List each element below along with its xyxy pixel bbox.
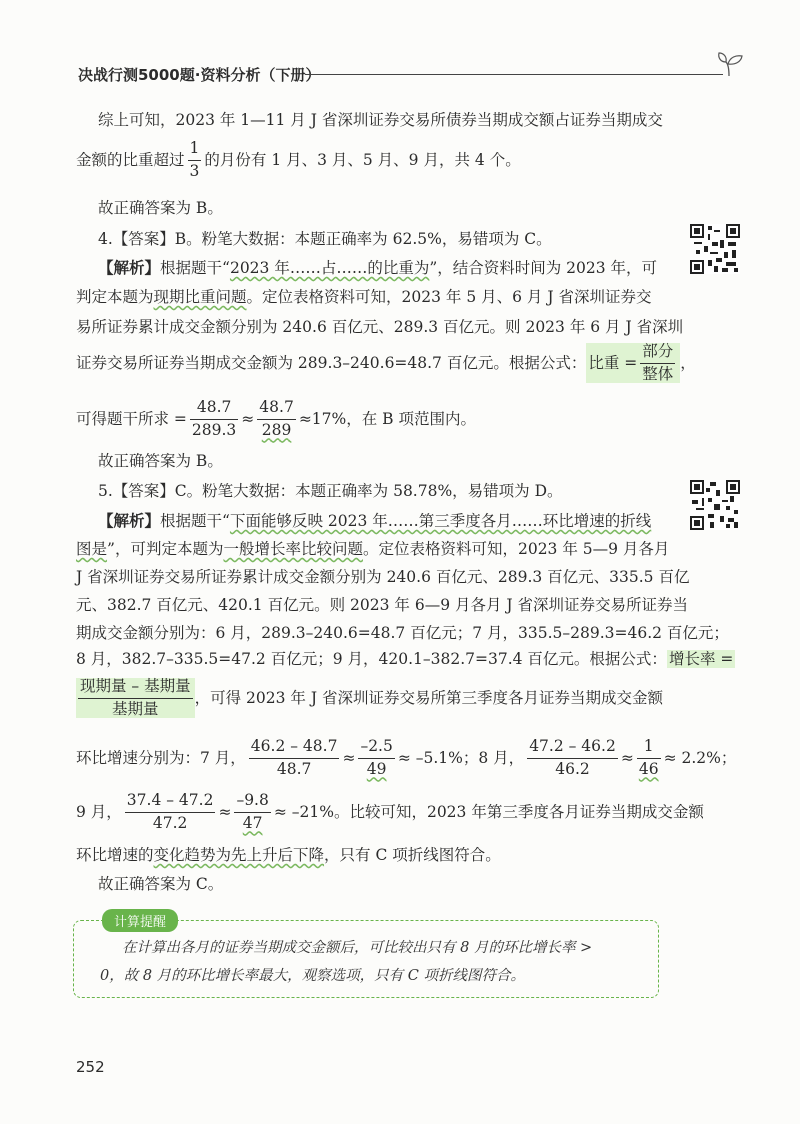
fraction <box>257 399 296 440</box>
text-line <box>76 285 651 309</box>
fraction-numerator: –2.5 <box>358 738 394 759</box>
approx-sign: ≈ <box>218 803 232 821</box>
text-span: 证券交易所证券当期成交金额为 289.3–240.6=48.7 百亿元。根据公式： <box>76 354 587 372</box>
text-span: 9 月， <box>76 803 122 821</box>
fraction <box>125 792 216 833</box>
fraction-numerator: 47.2 – 46.2 <box>527 738 618 759</box>
analysis-label: 【解析】 <box>98 258 161 277</box>
text-span: 可得题干所求 = <box>76 410 187 428</box>
fraction <box>640 343 675 384</box>
text-line <box>76 647 735 671</box>
qr-code-icon[interactable] <box>690 480 740 530</box>
text-span: 金额的比重超过 <box>76 151 185 169</box>
text-line: 易所证券累计成交金额分别为 240.6 百亿元、289.3 百亿元。则 2023 年 6 月 J 省深圳 <box>76 318 684 336</box>
text-line <box>98 256 657 280</box>
keyword-underlined: 下面能够反映 2023 年……第三季度各月……环比增速的折线 <box>229 512 652 530</box>
text-span: 根据题干“ <box>160 259 230 277</box>
keyword-underlined: 2023 年……占……的比重为 <box>229 259 430 277</box>
text-line <box>76 140 521 180</box>
fraction-denominator: 48.7 <box>276 759 312 778</box>
text-line <box>98 509 651 533</box>
text-span: 的月份有 1 月、3 月、5 月、9 月，共 4 个。 <box>204 151 521 169</box>
text-span: ，可得 2023 年 J 省深圳证券交易所第三季度各月证券当期成交金额 <box>194 689 663 707</box>
fraction <box>190 399 238 440</box>
text-line <box>76 537 669 561</box>
keyword-underlined: 变化趋势为先上升后下降 <box>153 846 325 864</box>
fraction-numerator: 1 <box>188 140 202 161</box>
sprout-icon <box>716 50 746 78</box>
answer-line: 故正确答案为 B。 <box>98 199 223 217</box>
keyword-underlined: 现期比重问题 <box>153 288 247 306</box>
fraction-denominator: 49 <box>366 759 387 778</box>
text-line: 期成交金额分别为：6 月，289.3–240.6=48.7 百亿元；7 月，335.5–289.3=46.2 百亿元； <box>76 624 729 642</box>
text-span: ，只有 C 项折线图符合。 <box>324 846 501 864</box>
approx-sign: ≈ <box>620 749 634 767</box>
keyword-underlined: 一般增长率比较问题 <box>223 540 363 558</box>
formula-highlight: 增长率 = <box>668 650 734 668</box>
formula-highlight <box>76 678 195 719</box>
analysis-label: 【解析】 <box>98 511 161 530</box>
fraction-numerator: –9.8 <box>234 792 270 813</box>
text-span: ≈ –5.1%；8 月， <box>397 749 525 767</box>
fraction <box>358 738 394 779</box>
formula-highlight <box>586 343 680 384</box>
approx-sign: ≈ <box>241 410 255 428</box>
text-span: 环比增速的 <box>76 846 154 864</box>
fraction <box>249 738 340 779</box>
header-rule <box>305 74 723 75</box>
calculation-tip-label: 计算提醒 <box>102 909 178 932</box>
text-line <box>76 843 501 867</box>
fraction-denominator: 47.2 <box>152 813 188 832</box>
fraction-numerator: 37.4 – 47.2 <box>125 792 216 813</box>
fraction-denominator: 46 <box>638 759 659 778</box>
fraction-denominator: 基期量 <box>112 699 159 718</box>
fraction-denominator: 46.2 <box>555 759 590 778</box>
fraction-numerator: 部分 <box>640 343 675 364</box>
fraction <box>637 738 661 779</box>
tip-text-line: 0，故 8 月的环比增长率最大，观察选项，只有 C 项折线图符合。 <box>100 968 525 984</box>
text-span: 环比增速分别为：7 月， <box>76 749 246 767</box>
fraction <box>234 792 270 833</box>
q4-answer-heading: 4.【答案】B。粉笔大数据：本题正确率为 62.5%，易错项为 C。 <box>98 230 552 248</box>
fraction <box>527 738 618 779</box>
qr-code-icon[interactable] <box>690 224 740 274</box>
fraction-denominator: 289 <box>261 420 292 439</box>
text-span: ≈17%，在 B 项范围内。 <box>298 410 476 428</box>
fraction-denominator: 289.3 <box>191 420 237 439</box>
fraction-denominator: 3 <box>189 161 200 180</box>
text-line <box>76 396 476 442</box>
text-span: 。定位表格资料可知，2023 年 5 月、6 月 J 省深圳证券交 <box>246 288 652 306</box>
fraction-numerator: 现期量 – 基期量 <box>78 678 193 699</box>
fraction <box>78 678 193 719</box>
page-number: 252 <box>76 1058 105 1076</box>
text-line: 综上可知，2023 年 1—11 月 J 省深圳证券交易所债券当期成交额占证券当期成交 <box>98 111 663 129</box>
keyword-underlined: 图是 <box>76 540 108 558</box>
fraction-numerator: 46.2 – 48.7 <box>249 738 340 759</box>
fraction-denominator: 47 <box>242 813 263 832</box>
fraction-numerator: 48.7 <box>190 399 238 420</box>
text-line <box>76 788 704 836</box>
fraction-denominator: 整体 <box>642 364 674 383</box>
fraction-numerator: 48.7 <box>257 399 296 420</box>
text-span: ≈ –21%。比较可知，2023 年第三季度各月证券当期成交金额 <box>273 803 704 821</box>
text-span: 根据题干“ <box>160 512 230 530</box>
text-span: 判定本题为 <box>76 288 154 306</box>
text-span: ”，结合资料时间为 2023 年，可 <box>429 259 658 277</box>
text-line <box>76 674 663 722</box>
text-line <box>76 734 736 782</box>
text-span: ”，可判定本题为 <box>107 540 224 558</box>
fraction <box>188 140 202 181</box>
tip-text-line: 在计算出各月的证券当期成交金额后，可比较出只有 8 月的环比增长率 > <box>122 940 593 956</box>
text-line: J 省深圳证券交易所证券累计成交金额分别为 240.6 百亿元、289.3 百亿元、335.5 百亿 <box>76 568 690 586</box>
text-line <box>76 340 696 386</box>
formula-label: 比重 = <box>588 354 638 372</box>
text-span: ， <box>680 354 696 372</box>
text-line: 元、382.7 百亿元、420.1 百亿元。则 2023 年 6—9 月各月 J 省深圳证券交易所证券当 <box>76 596 689 614</box>
answer-line: 故正确答案为 C。 <box>98 875 224 893</box>
q5-answer-heading: 5.【答案】C。粉笔大数据：本题正确率为 58.78%，易错项为 D。 <box>98 482 563 500</box>
answer-line: 故正确答案为 B。 <box>98 452 223 470</box>
text-span: ≈ 2.2%； <box>663 749 737 767</box>
text-span: 。定位表格资料可知，2023 年 5—9 月各月 <box>362 540 670 558</box>
fraction-numerator: 1 <box>637 738 661 759</box>
text-span: 8 月，382.7–335.5=47.2 百亿元；9 月，420.1–382.7=37.4 百亿元。根据公式： <box>76 650 667 668</box>
running-header-title: 决战行测5000题·资料分析（下册） <box>78 66 321 84</box>
approx-sign: ≈ <box>342 749 356 767</box>
